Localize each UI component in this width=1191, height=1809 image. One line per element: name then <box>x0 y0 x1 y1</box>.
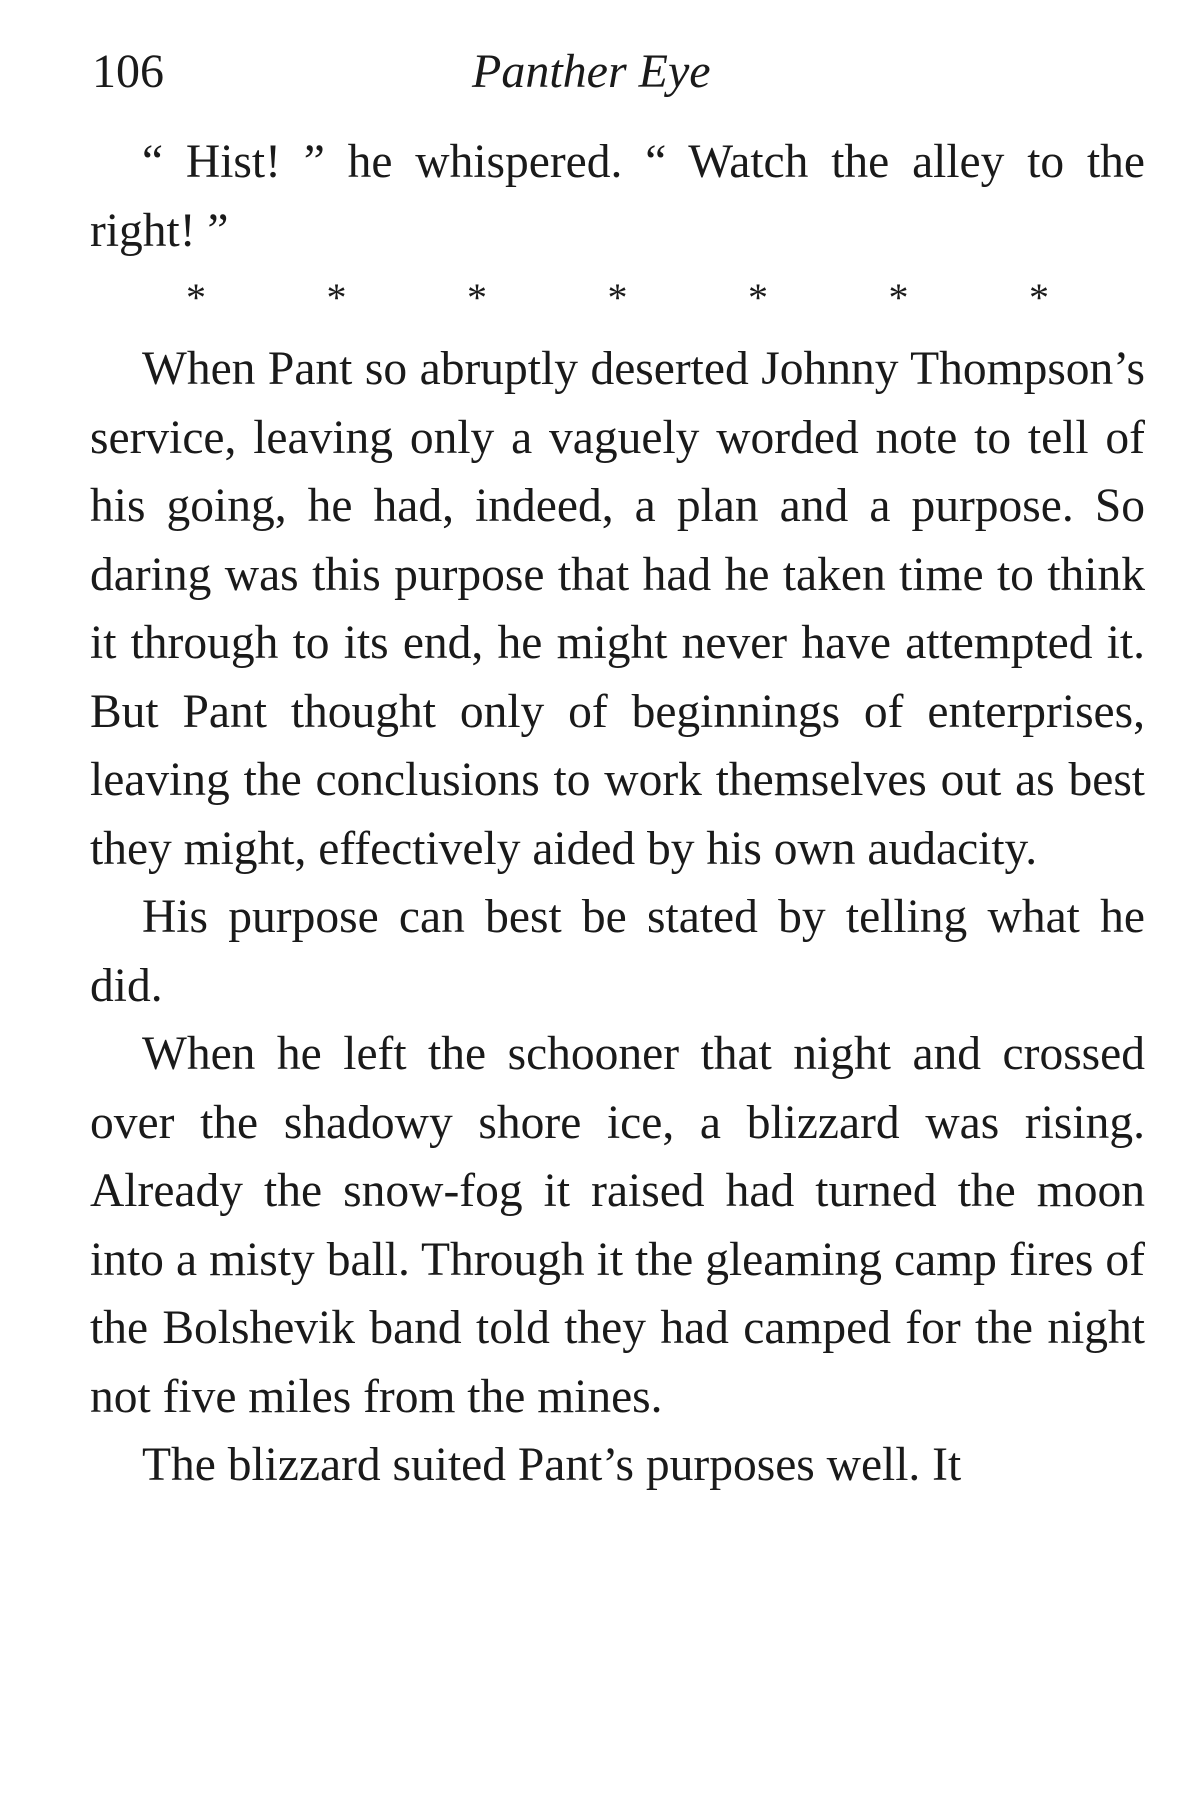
asterisk: * <box>186 275 206 320</box>
paragraph-dialogue: “ Hist! ” he whispered. “ Watch the alley to the right! ” <box>90 136 1145 257</box>
asterisk: * <box>888 275 909 320</box>
page-number: 106 <box>92 45 164 98</box>
asterisk: * <box>326 275 347 320</box>
section-break <box>90 267 1145 329</box>
asterisk: * <box>1029 275 1049 320</box>
asterisk: * <box>607 275 628 320</box>
asterisk: * <box>748 275 768 320</box>
asterisk: * <box>467 275 487 320</box>
paragraph: The blizzard suited Pant’s purposes well. It <box>142 1439 962 1491</box>
paragraph: When he left the schooner that night and crossed over the shadowy shore ice, a blizzard was rising. Already the snow-fog it raised had turned the moon into a misty ball. Through it the gleaming camp fires of the Bolshevik band told they had camped for the night not five miles from the mines. <box>90 1028 1145 1423</box>
paragraph: When Pant so abruptly deserted Johnny Thompson’s service, leaving only a vaguely worded note to tell of his going, he had, indeed, a plan and a purpose. So daring was this purpose that had he taken time to think it through to its end, he might never have attempted it. But Pant thought only of beginnings of enterprises, leaving the conclusions to work themselves out as best they might, effectively aided by his own audacity. <box>90 343 1145 875</box>
paragraph: His purpose can best be stated by telling what he did. <box>90 891 1145 1012</box>
body-text <box>90 128 1145 1500</box>
running-title: Panther Eye <box>472 45 711 98</box>
running-head <box>92 40 1152 110</box>
